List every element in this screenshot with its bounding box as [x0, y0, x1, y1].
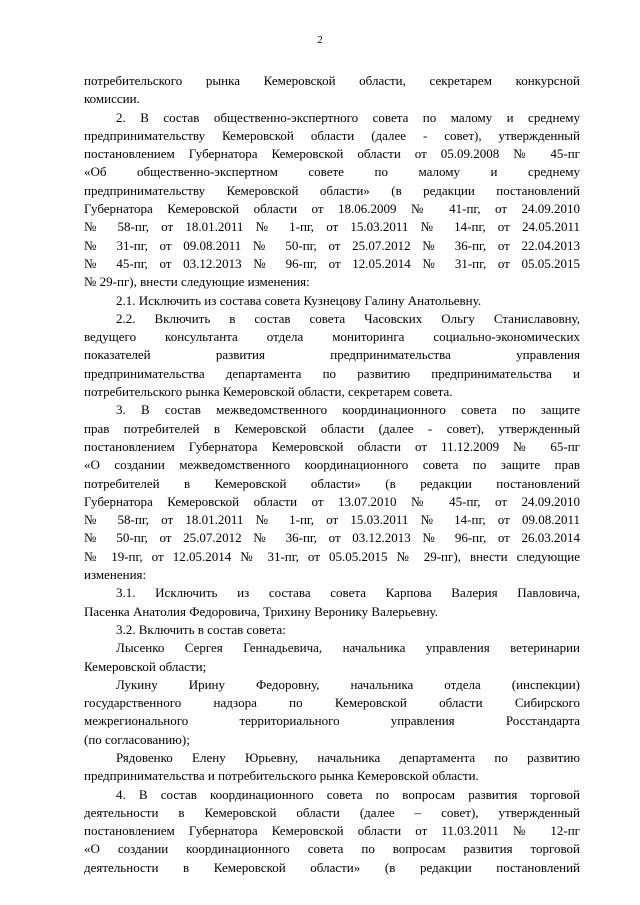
text-line: Рядовенко Елену Юрьевну, начальника департамента по развитию: [116, 749, 580, 765]
text-line: Лысенко Сергея Геннадьевича, начальника управления ветеринарии: [116, 640, 580, 656]
text-line: № 50-пг, от 25.07.2012 № 36-пг, от 03.12.2013 № 96-пг, от 26.03.2014: [84, 530, 580, 546]
text-line: 3.2. Включить в состав совета:: [116, 621, 286, 637]
text-line: изменения:: [84, 567, 147, 583]
text-line: межрегионального территориального управления Росстандарта: [84, 713, 580, 729]
text-line: 2.2. Включить в состав совета Часовских Ольгу Станиславовну,: [116, 310, 580, 326]
text-line: комиссии.: [84, 91, 140, 107]
text-line: деятельности в Кемеровской области» (в редакции постановлений: [84, 859, 580, 875]
text-line: 4. В состав координационного совета по вопросам развития торговой: [116, 786, 580, 802]
text-line: 2.1. Исключить из состава совета Кузнецову Галину Анатольевну.: [116, 292, 482, 308]
text-line: Пасенка Анатолия Федоровича, Трихину Веронику Валерьевну.: [84, 603, 438, 619]
text-line: постановлением Губернатора Кемеровской области от 11.12.2009 № 65-пг: [84, 438, 580, 454]
text-line: № 45-пг, от 03.12.2013 № 96-пг, от 12.05.2014 № 31-пг, от 05.05.2015: [84, 255, 580, 271]
text-line: «Об общественно-экспертном совете по малому и среднему: [84, 164, 580, 180]
text-line: 2. В состав общественно-экспертного совета по малому и среднему: [116, 109, 580, 125]
text-line: постановлением Губернатора Кемеровской области от 11.03.2011 № 12-пг: [84, 823, 580, 839]
text-line: прав потребителей в Кемеровской области (далее - совет), утвержденный: [84, 420, 580, 436]
text-line: № 29-пг), внести следующие изменения:: [84, 274, 310, 290]
text-line: потребительского рынка Кемеровской области, секретарем конкурсной: [84, 73, 580, 88]
text-line: государственного надзора по Кемеровской области Сибирского: [84, 695, 580, 711]
text-line: № 31-пг, от 09.08.2011 № 50-пг, от 25.07.2012 № 36-пг, от 22.04.2013: [84, 237, 580, 253]
text-line: потребительского рынка Кемеровской области, секретарем совета.: [84, 384, 453, 400]
text-line: № 19-пг, от 12.05.2014 № 31-пг, от 05.05.2015 № 29-пг), внести следующие: [84, 548, 580, 564]
text-line: (по согласованию);: [84, 731, 190, 747]
text-line: предпринимательства департамента по развитию предпринимательства и: [84, 365, 580, 381]
text-line: 3. В состав межведомственного координационного совета по защите: [116, 402, 580, 418]
page-number: 2: [317, 34, 323, 46]
text-line: Кемеровской области;: [84, 658, 207, 674]
text-line: предпринимательству Кемеровской области (далее - совет), утвержденный: [84, 127, 580, 143]
text-line: показателей развития предпринимательства управления: [84, 347, 580, 363]
text-line: № 58-пг, от 18.01.2011 № 1-пг, от 15.03.2011 № 14-пг, от 09.08.2011: [84, 512, 580, 528]
text-line: № 58-пг, от 18.01.2011 № 1-пг, от 15.03.2011 № 14-пг, от 24.05.2011: [84, 219, 580, 235]
text-line: Губернатора Кемеровской области от 18.06.2009 № 41-пг, от 24.09.2010: [84, 201, 580, 217]
text-line: деятельности в Кемеровской области (далее – совет), утвержденный: [84, 804, 580, 820]
text-line: «О создании межведомственного координационного совета по защите прав: [84, 457, 580, 473]
text-line: ведущего консультанта отдела мониторинга социально-экономических: [84, 329, 580, 345]
text-line: 3.1. Исключить из состава совета Карпова Валерия Павловича,: [116, 585, 580, 601]
text-line: постановлением Губернатора Кемеровской области от 05.09.2008 № 45-пг: [84, 146, 580, 162]
text-line: потребителей в Кемеровской области» (в редакции постановлений: [84, 475, 580, 491]
document-body: [84, 72, 580, 877]
text-line: «О создании координационного совета по вопросам развития торговой: [84, 841, 580, 857]
text-line: Лукину Ирину Федоровну, начальника отдела (инспекции): [116, 676, 580, 692]
text-line: предпринимательства и потребительского рынка Кемеровской области.: [84, 768, 479, 784]
text-line: предпринимательству Кемеровской области» (в редакции постановлений: [84, 182, 580, 198]
text-line: Губернатора Кемеровской области от 13.07.2010 № 45-пг, от 24.09.2010: [84, 493, 580, 509]
